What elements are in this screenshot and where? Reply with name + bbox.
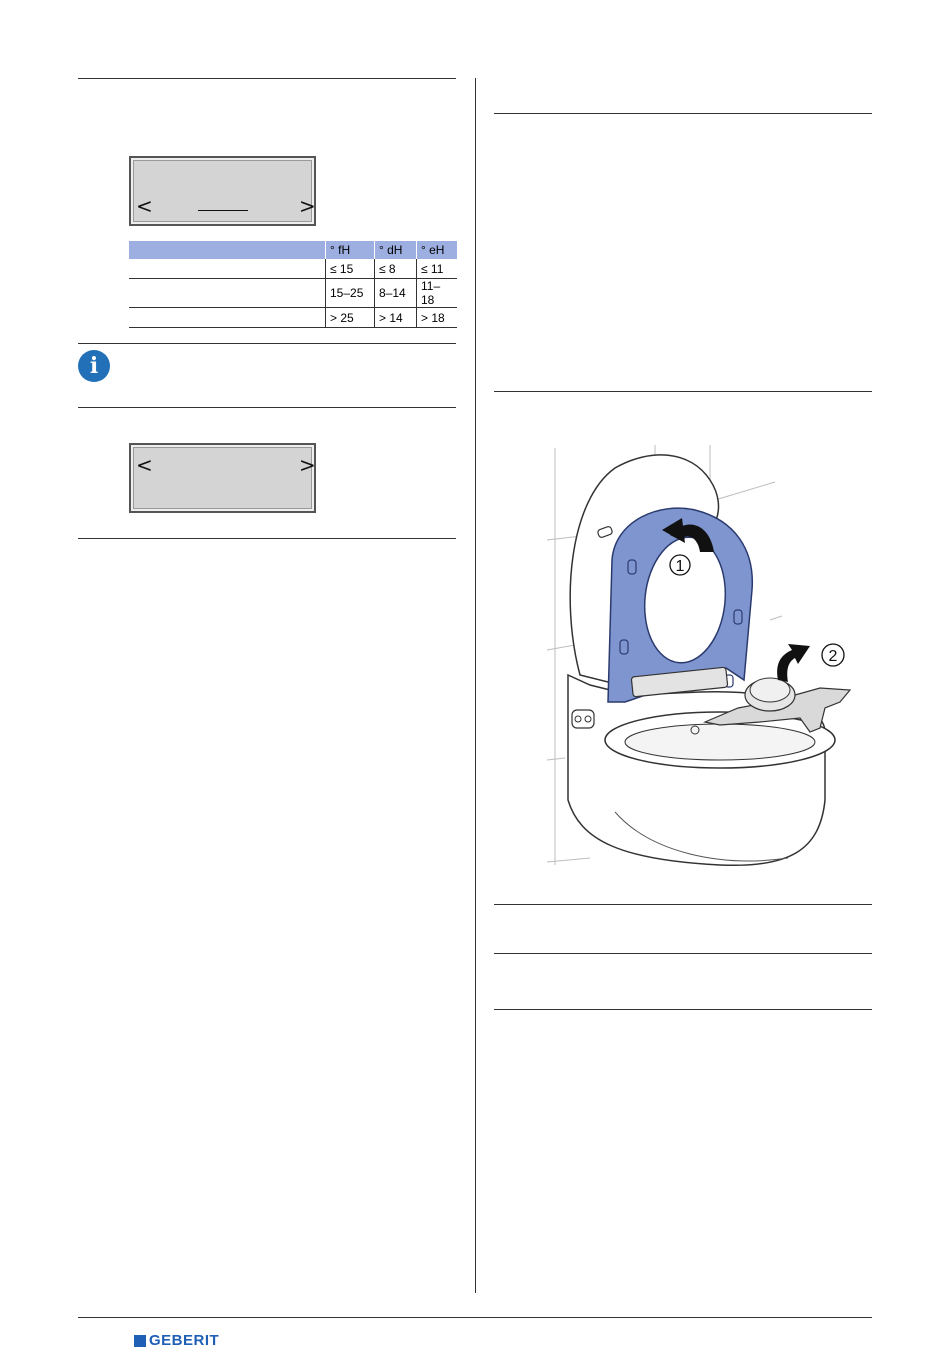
table-header-cell: ° fH	[326, 241, 375, 259]
rule-left-bottom	[78, 538, 456, 539]
table-cell	[129, 308, 326, 328]
logo-text: GEBERIT	[149, 1332, 220, 1349]
table-header-cell: ° eH	[417, 241, 458, 259]
footer-rule	[78, 1317, 872, 1318]
display-left-arrow: <	[136, 194, 153, 218]
rule-right-3	[494, 904, 872, 905]
display-screen-1	[129, 156, 316, 226]
table-cell: > 18	[417, 308, 458, 328]
table-cell: ≤ 11	[417, 259, 458, 279]
display-left-arrow: <	[136, 453, 153, 477]
table-cell: ≤ 15	[326, 259, 375, 279]
table-cell: 11–18	[417, 279, 458, 308]
callout-1: 1	[675, 558, 685, 575]
rule-left-info-top	[78, 343, 456, 344]
table-cell: ≤ 8	[375, 259, 417, 279]
table-cell: > 14	[375, 308, 417, 328]
logo-square-icon	[134, 1335, 146, 1347]
table-cell: 8–14	[375, 279, 417, 308]
table-row	[129, 259, 457, 279]
table-cell: 15–25	[326, 279, 375, 308]
rule-right-1	[494, 113, 872, 114]
table-header-cell: ° dH	[375, 241, 417, 259]
display-right-arrow: >	[299, 453, 316, 477]
table-cell	[129, 259, 326, 279]
callout-2: 2	[828, 648, 838, 665]
table-cell	[129, 279, 326, 308]
table-header-cell	[129, 241, 326, 259]
rule-right-2	[494, 391, 872, 392]
rule-left-top	[78, 78, 456, 79]
column-divider	[475, 78, 476, 1293]
table-row	[129, 308, 457, 328]
display-screen-2	[129, 443, 316, 513]
rule-right-4	[494, 953, 872, 954]
toilet-seat-removal-illustration	[520, 440, 855, 875]
table-row	[129, 279, 457, 308]
table-header-row	[129, 241, 457, 259]
info-icon: i	[78, 350, 110, 382]
rule-left-info-bottom	[78, 407, 456, 408]
table-cell: > 25	[326, 308, 375, 328]
display-right-arrow: >	[299, 194, 316, 218]
display-value-placeholder	[198, 210, 248, 211]
arrow-2-icon	[777, 644, 810, 682]
geberit-logo	[134, 1332, 219, 1349]
water-hardness-table	[129, 241, 457, 328]
rule-right-5	[494, 1009, 872, 1010]
